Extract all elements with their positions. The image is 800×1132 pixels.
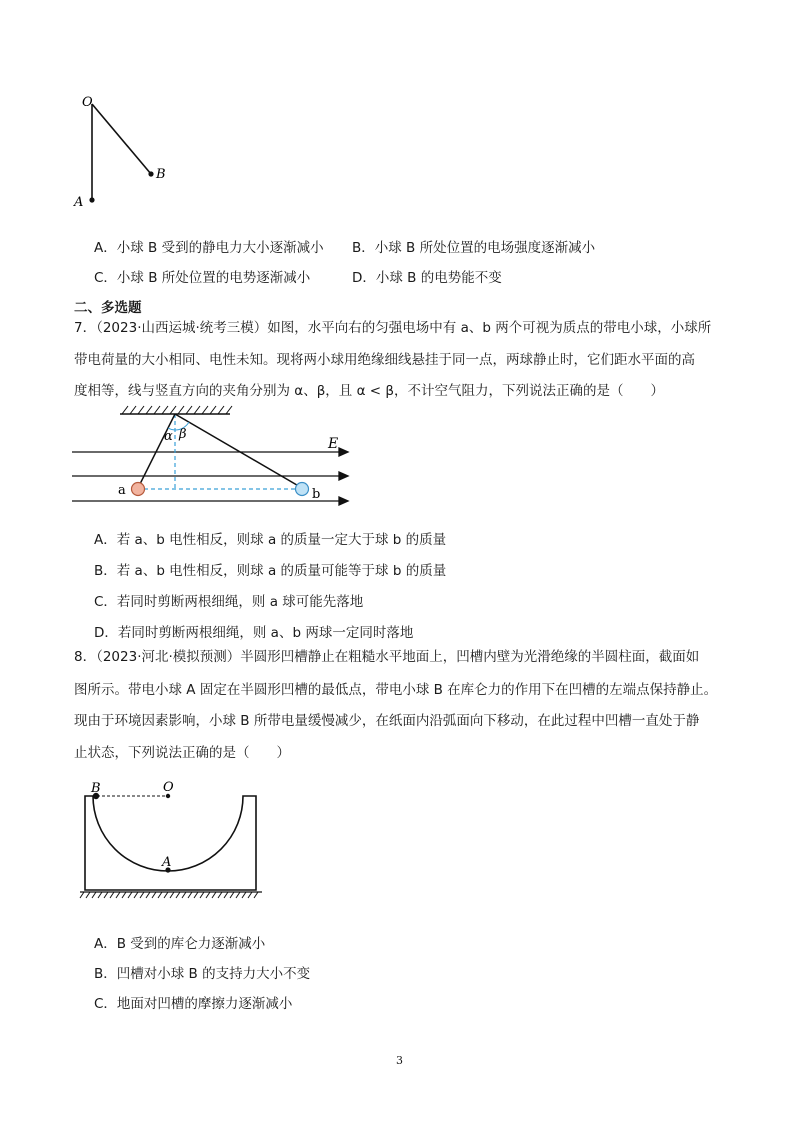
label-a: A xyxy=(74,195,84,210)
q7-option-c[interactable]: C．若同时剪断两根细绳，则 a 球可能先落地 xyxy=(94,594,364,610)
q6-option-a[interactable]: A．小球 B 受到的静电力大小逐渐减小 xyxy=(94,240,324,256)
figure-pendulum xyxy=(60,88,190,218)
figure-semicircular-groove xyxy=(76,774,266,900)
label-a: A xyxy=(162,855,172,870)
q8-option-a[interactable]: A．B 受到的库仑力逐渐减小 xyxy=(94,936,266,952)
q6-option-b[interactable]: B．小球 B 所处位置的电场强度逐渐减小 xyxy=(352,240,596,256)
q7-stem-line-1: 7．（2023·山西运城·统考三模）如图，水平向右的匀强电场中有 a、b 两个可视为质点的带电小球，小球所 xyxy=(74,320,712,336)
q7-stem-line-2: 带电荷量的大小相同、电性未知。现将两小球用绝缘细线悬挂于同一点，两球静止时，它们距水平面的高 xyxy=(74,352,695,368)
q6-option-d[interactable]: D．小球 B 的电势能不变 xyxy=(352,270,502,286)
figure-charged-balls xyxy=(60,404,360,516)
q8-stem-line-4: 止状态，下列说法正确的是（ ） xyxy=(74,745,290,761)
angle-alpha-label: α xyxy=(164,429,173,444)
section-title: 二、多选题 xyxy=(74,300,142,316)
page-number: 3 xyxy=(396,1054,403,1067)
line-ob xyxy=(92,104,151,174)
ball-b xyxy=(296,483,309,496)
ball-a-label: a xyxy=(118,483,126,498)
label-o: O xyxy=(82,95,93,110)
ground-hatch xyxy=(80,892,258,898)
field-lines xyxy=(72,448,348,505)
q8-stem-line-3: 现由于环境因素影响，小球 B 所带电量缓慢减少，在纸面内沿弧面向下移动，在此过程中凹槽一直处于静 xyxy=(74,713,700,729)
q7-option-b[interactable]: B．若 a、b 电性相反，则球 a 的质量可能等于球 b 的质量 xyxy=(94,563,447,579)
q7-option-a[interactable]: A．若 a、b 电性相反，则球 a 的质量一定大于球 b 的质量 xyxy=(94,532,447,548)
ball-a xyxy=(132,483,145,496)
angle-beta-label: β xyxy=(179,427,187,442)
string-a xyxy=(138,414,175,488)
q8-stem-line-1: 8．（2023·河北·模拟预测）半圆形凹槽静止在粗糙水平地面上，凹槽内壁为光滑绝缘的半圆柱面，截面如 xyxy=(74,649,700,665)
label-o: O xyxy=(163,780,174,795)
label-b: B xyxy=(91,781,101,796)
q7-option-d[interactable]: D．若同时剪断两根细绳，则 a、b 两球一定同时落地 xyxy=(94,625,414,641)
point-a xyxy=(89,197,94,202)
string-b xyxy=(175,414,302,488)
q8-option-c[interactable]: C．地面对凹槽的摩擦力逐渐减小 xyxy=(94,996,293,1012)
q8-option-b[interactable]: B．凹槽对小球 B 的支持力大小不变 xyxy=(94,966,311,982)
ceiling-hatch xyxy=(122,406,232,414)
point-b xyxy=(148,171,153,176)
field-label-e: E xyxy=(328,436,339,452)
q6-option-c[interactable]: C．小球 B 所处位置的电势逐渐减小 xyxy=(94,270,311,286)
groove-block xyxy=(85,796,256,890)
q7-stem-line-3: 度相等，线与竖直方向的夹角分别为 α、β，且 α < β，不计空气阻力，下列说法正确的是（ ） xyxy=(74,383,665,399)
ball-b-label: b xyxy=(312,487,321,502)
label-b: B xyxy=(156,167,166,182)
q8-stem-line-2: 图所示。带电小球 A 固定在半圆形凹槽的最低点，带电小球 B 在库仑力的作用下在凹槽的左端点保持静止。 xyxy=(74,682,718,698)
